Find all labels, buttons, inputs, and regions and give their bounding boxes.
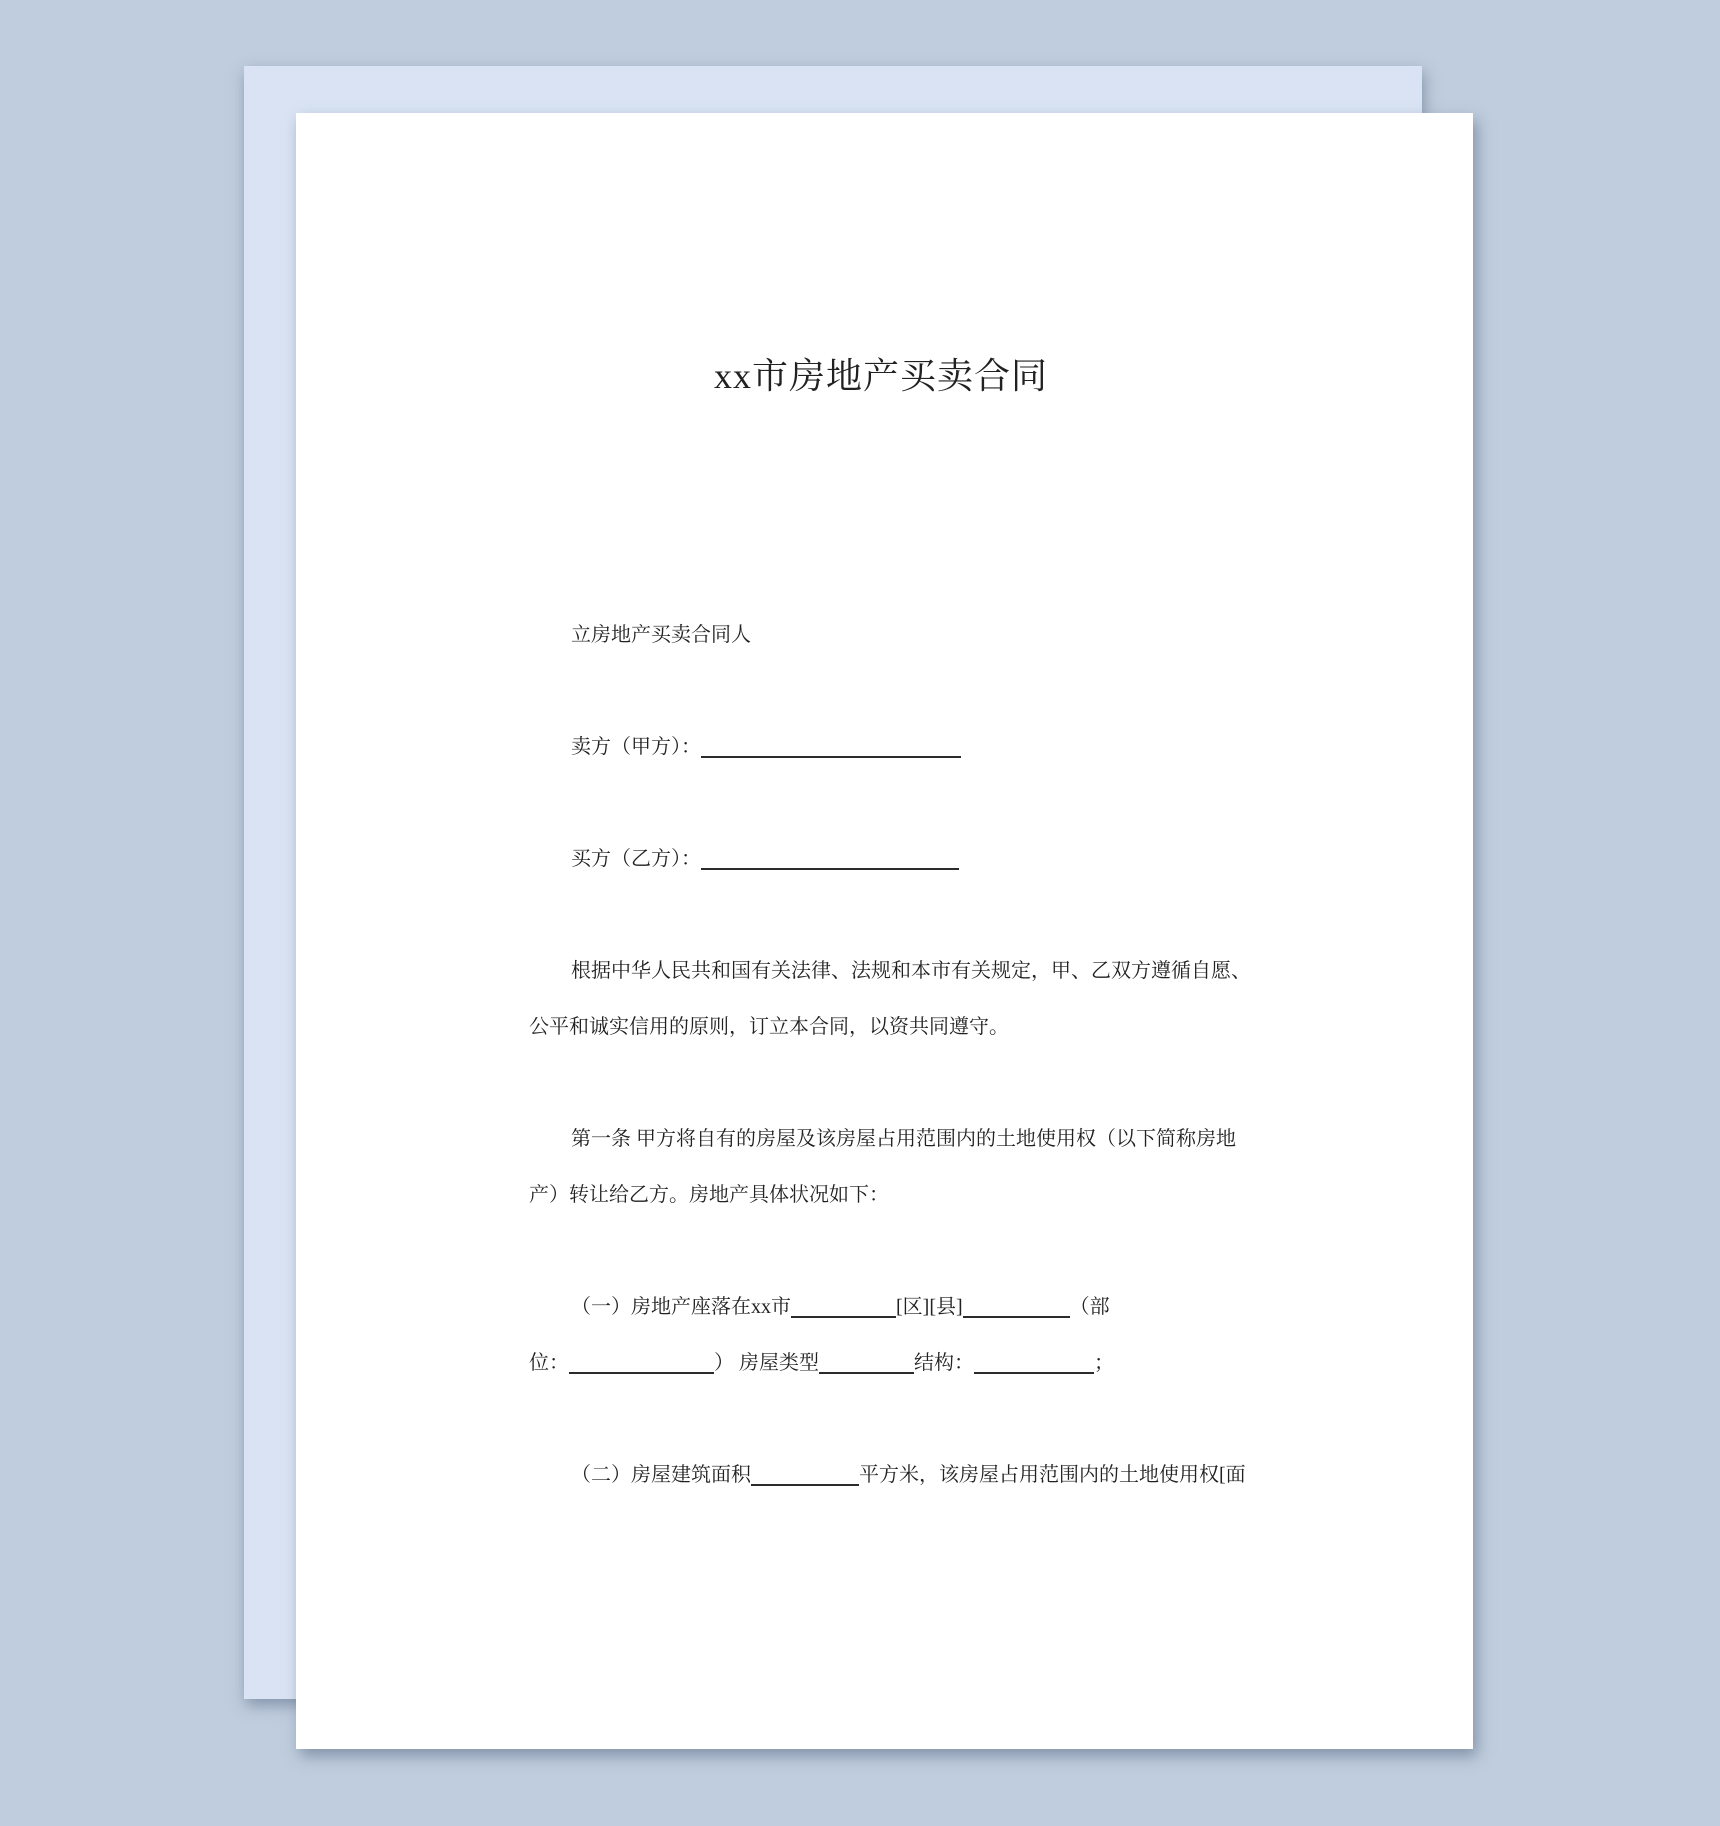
doc-paragraph (529, 1279, 1233, 1391)
document-body (529, 607, 1251, 1503)
doc-text: 结构： (914, 1352, 974, 1374)
blank-field (701, 748, 961, 758)
document-page (296, 113, 1473, 1749)
doc-line (529, 1335, 1233, 1391)
doc-paragraph (529, 607, 1233, 663)
doc-paragraph (529, 831, 1233, 887)
blank-field (701, 860, 959, 870)
doc-text: 产）转让给乙方。房地产具体状况如下： (529, 1184, 889, 1206)
doc-line (529, 999, 1233, 1055)
doc-paragraph (529, 943, 1251, 1055)
blank-field (569, 1364, 714, 1374)
doc-text: 卖方（甲方）： (571, 736, 701, 758)
blank-field (791, 1308, 896, 1318)
blank-field (751, 1476, 859, 1486)
doc-text: 平方米，该房屋占用范围内的土地使用权[面 (859, 1464, 1246, 1486)
doc-text: 立房地产买卖合同人 (571, 624, 751, 646)
doc-text: （部 (1069, 1296, 1110, 1318)
document-title: xx市房地产买卖合同 (713, 356, 1048, 396)
doc-text: 买方（乙方）： (571, 848, 701, 870)
doc-text: 公平和诚实信用的原则，订立本合同，以资共同遵守。 (529, 1016, 1009, 1038)
doc-text: ） 房屋类型 (714, 1352, 819, 1374)
doc-line (529, 719, 1233, 775)
doc-line (529, 607, 1233, 663)
doc-text: （一）房地产座落在xx市 (571, 1296, 791, 1318)
doc-line (529, 943, 1251, 999)
doc-line (529, 1167, 1233, 1223)
doc-line (529, 1111, 1236, 1167)
doc-text: 根据中华人民共和国有关法律、法规和本市有关规定，甲、乙双方遵循自愿、 (571, 960, 1251, 982)
doc-text: ； (1094, 1352, 1114, 1374)
doc-paragraph (529, 1447, 1246, 1503)
doc-paragraph (529, 719, 1233, 775)
doc-text: 第一条 甲方将自有的房屋及该房屋占用范围内的土地使用权（以下简称房地 (571, 1128, 1236, 1150)
blank-field (963, 1308, 1070, 1318)
blank-field (974, 1364, 1094, 1374)
blank-field (819, 1364, 914, 1374)
doc-text: 位： (529, 1352, 569, 1374)
doc-paragraph (529, 1111, 1236, 1223)
doc-text: [区][县] (896, 1296, 963, 1318)
doc-text: （二）房屋建筑面积 (571, 1464, 751, 1486)
doc-line (529, 831, 1233, 887)
doc-line (529, 1279, 1233, 1335)
doc-line (529, 1447, 1246, 1503)
